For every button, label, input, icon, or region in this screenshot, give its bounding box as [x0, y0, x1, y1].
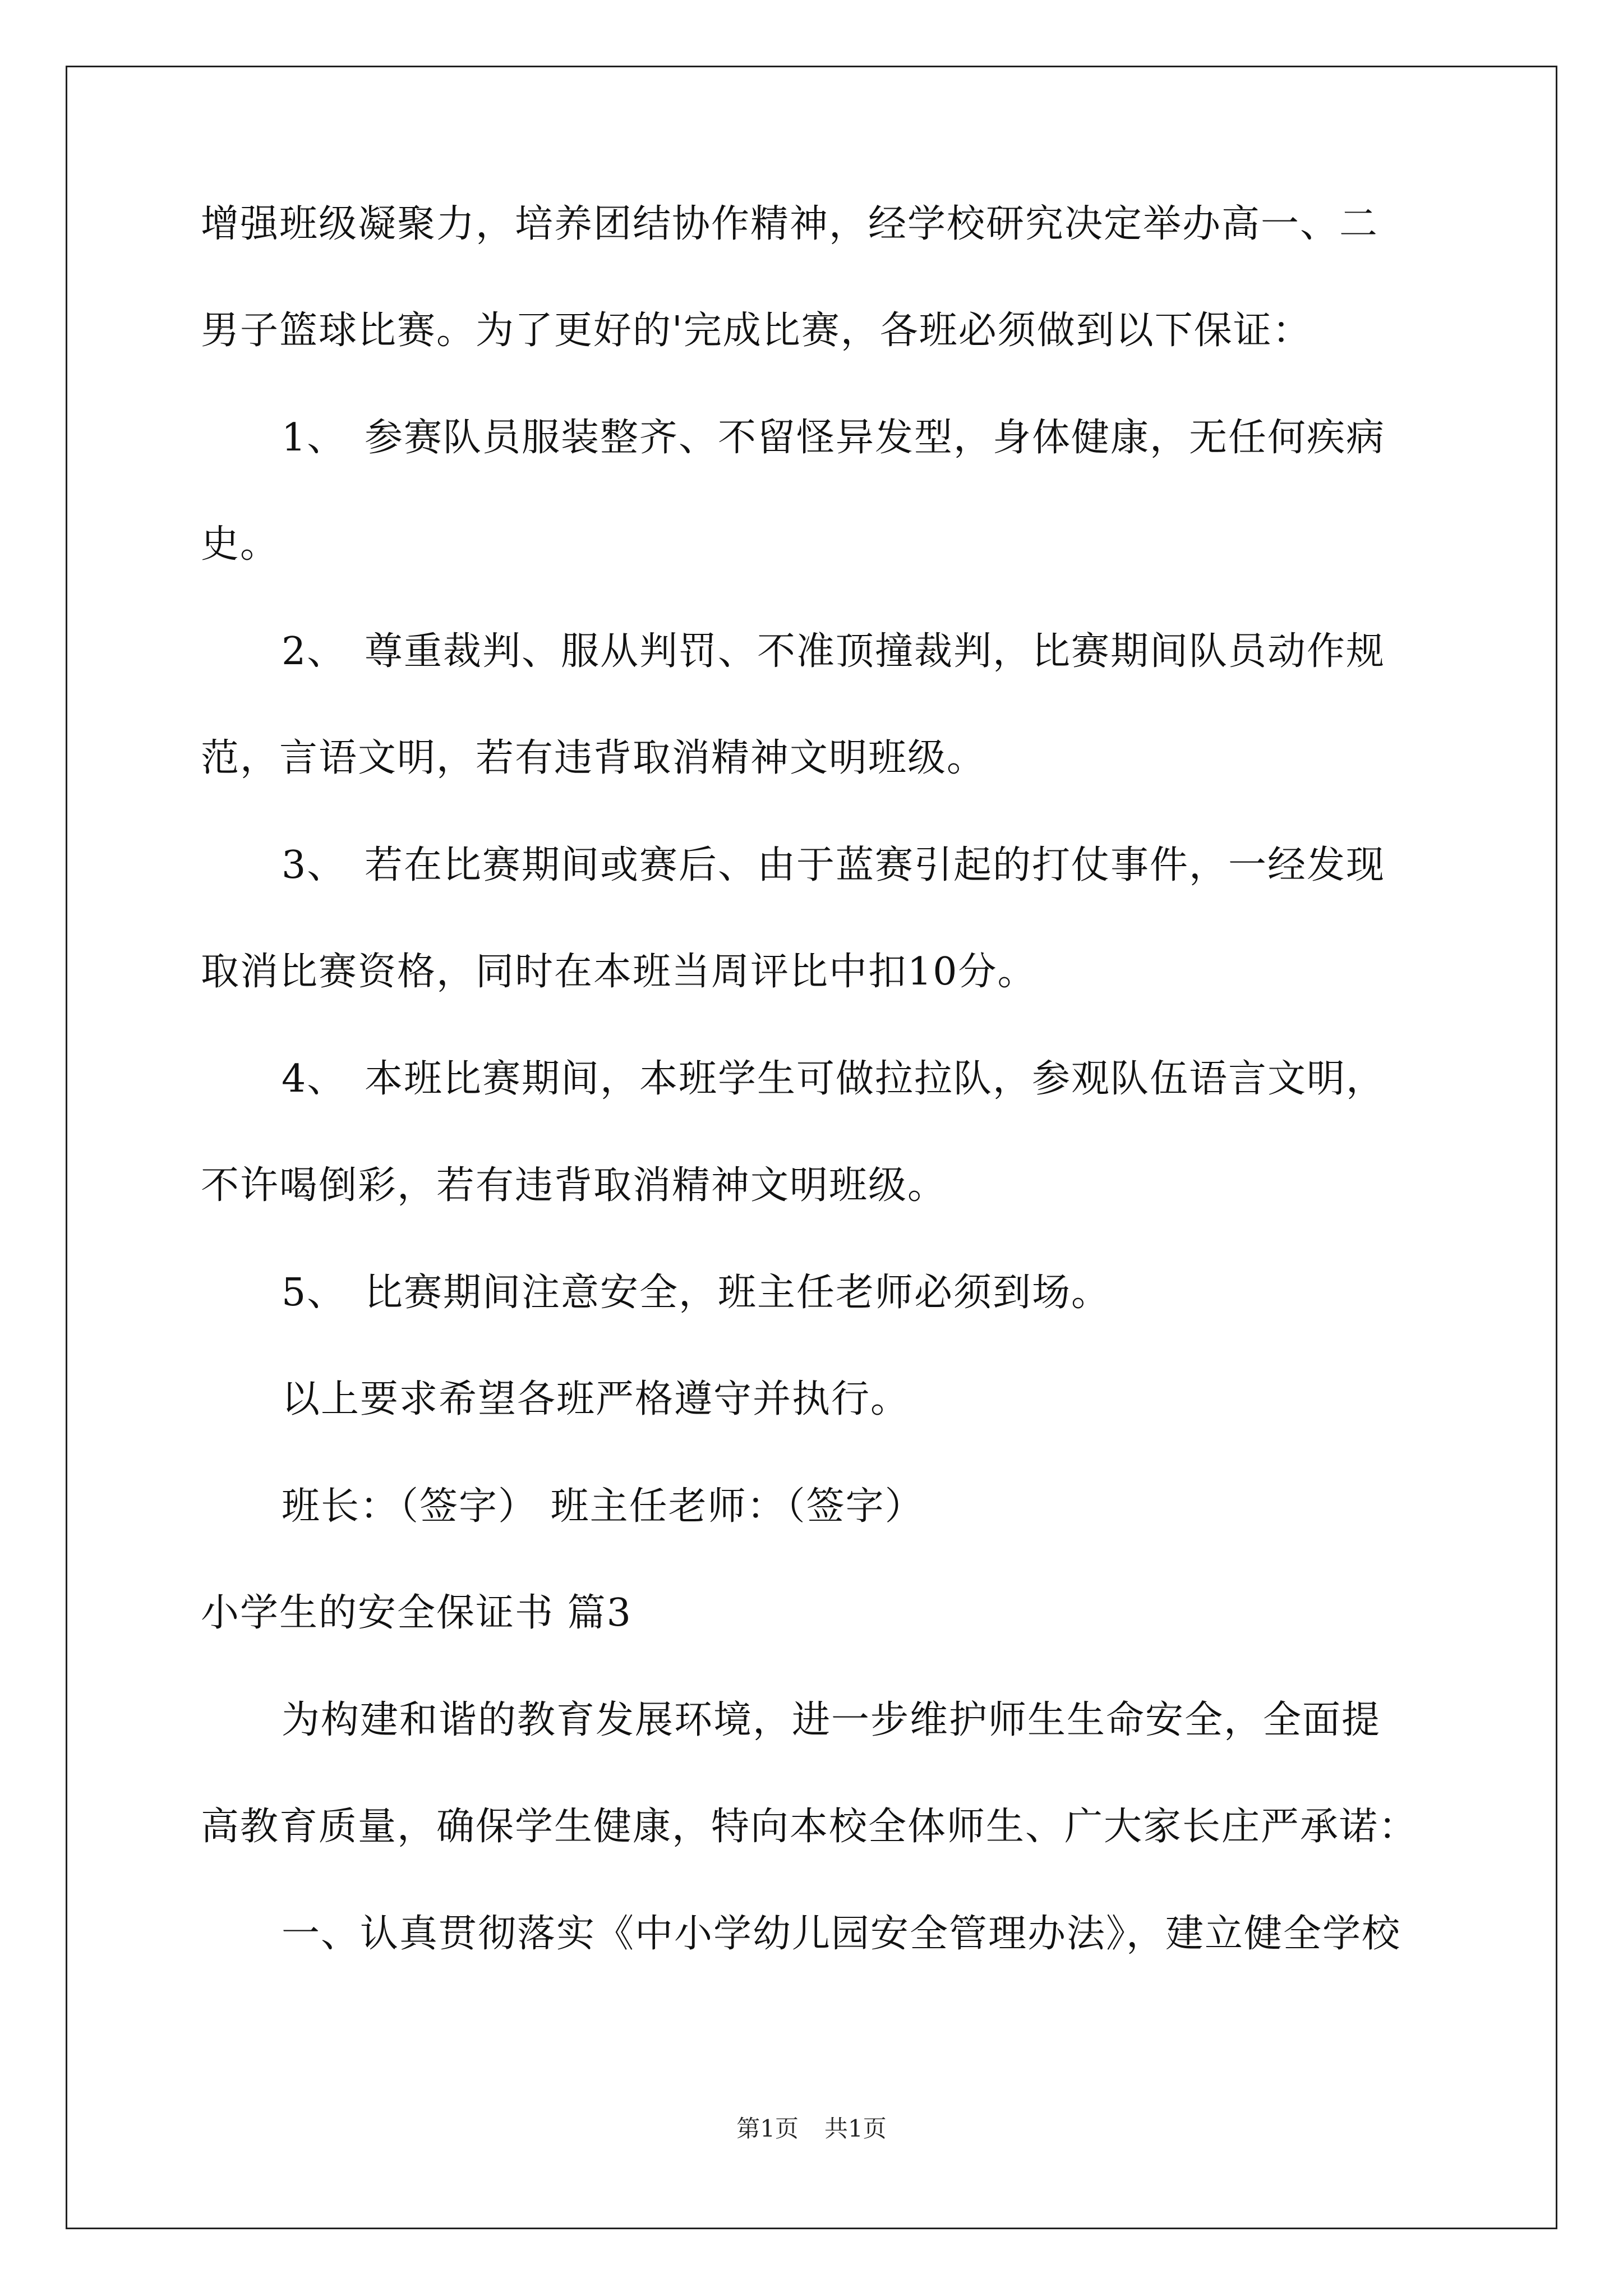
list-item-text: 参赛队员服装整齐、不留怪异发型，身体健康，无任何疾病 [365, 416, 1386, 460]
paragraph-line: 增强班级凝聚力，培养团结协作精神，经学校研究决定举办高一、二 [201, 202, 1379, 246]
list-item-text: 比赛期间注意安全，班主任老师必须到场。 [365, 1271, 1111, 1315]
page-total: 共1页 [824, 2115, 887, 2142]
list-item-number: 5、 [282, 1271, 347, 1315]
list-item-text: 若在比赛期间或赛后、由于蓝赛引起的打仗事件，一经发现 [365, 843, 1386, 887]
paragraph-line: 为构建和谐的教育发展环境，进一步维护师生生命安全，全面提 [282, 1698, 1381, 1742]
list-item-3 [282, 840, 1385, 891]
section-heading: 小学生的安全保证书 篇3 [201, 1591, 632, 1635]
page-border [66, 66, 1557, 2229]
paragraph-line: 男子篮球比赛。为了更好的'完成比赛，各班必须做到以下保证： [201, 309, 1312, 353]
list-item-5 [282, 1268, 1110, 1318]
list-item-number: 3、 [282, 843, 347, 887]
paragraph-line: 史。 [201, 522, 280, 567]
list-item-number: 2、 [282, 629, 347, 674]
paragraph-line: 高教育质量，确保学生健康，特向本校全体师生、广大家长庄严承诺： [201, 1805, 1418, 1849]
paragraph-line: 以上要求希望各班严格遵守并执行。 [282, 1377, 910, 1421]
page-number: 第1页 [736, 2115, 799, 2142]
list-item-2 [282, 627, 1385, 677]
page-footer [0, 2112, 1623, 2146]
paragraph-line: 不许喝倒彩，若有违背取消精神文明班级。 [201, 1163, 947, 1208]
list-item-text: 本班比赛期间，本班学生可做拉拉队，参观队伍语言文明， [365, 1057, 1386, 1101]
paragraph-line: 一、认真贯彻落实《中小学幼儿园安全管理办法》，建立健全学校 [282, 1912, 1401, 1956]
signature-line: 班长：（签字） 班主任老师：（签字） [282, 1484, 924, 1529]
list-item-1 [282, 413, 1385, 463]
paragraph-line: 范，言语文明，若有违背取消精神文明班级。 [201, 736, 986, 780]
paragraph-line: 取消比赛资格，同时在本班当周评比中扣10分。 [201, 950, 1037, 994]
list-item-number: 4、 [282, 1057, 347, 1101]
list-item-text: 尊重裁判、服从判罚、不准顶撞裁判，比赛期间队员动作规 [365, 629, 1386, 674]
list-item-number: 1、 [282, 416, 347, 460]
list-item-4 [282, 1054, 1385, 1105]
